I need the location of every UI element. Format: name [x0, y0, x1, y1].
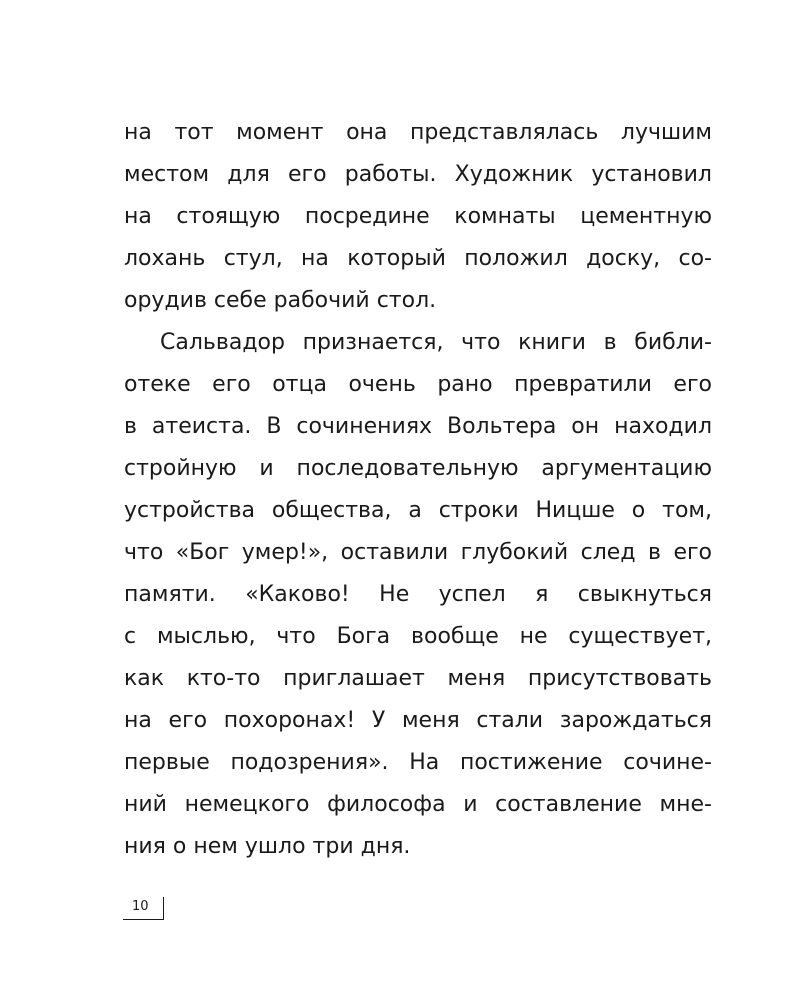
text-line: с мыслью, что Бога вообще не существует,	[124, 624, 712, 649]
text-line: что «Бог умер!», оставили глубокий след в его	[124, 540, 712, 565]
text-line: в атеиста. В сочинениях Вольтера он находил	[124, 414, 712, 439]
text-line: ний немецкого философа и составление мне-	[124, 792, 712, 817]
text-line: местом для его работы. Художник установил	[124, 162, 712, 187]
text-line: на стоящую посредине комнаты цементную	[124, 204, 712, 229]
text-line: стройную и последовательную аргументацию	[124, 456, 712, 481]
text-line: на его похоронах! У меня стали зарождаться	[124, 708, 712, 733]
text-line: ния о нем ушло три дня.	[124, 834, 411, 859]
text-line: первые подозрения». На постижение сочине-	[124, 750, 712, 775]
text-line: орудив себе рабочий стол.	[124, 288, 437, 313]
text-line: Сальвадор признается, что книги в библи-	[160, 330, 712, 355]
text-line: памяти. «Каково! Не успел я свыкнуться	[124, 582, 712, 607]
text-line: отеке его отца очень рано превратили его	[124, 372, 712, 397]
text-line: устройства общества, а строки Ницше о том,	[124, 498, 712, 523]
page-number: 10	[132, 899, 149, 914]
text-line: лохань стул, на который положил доску, со-	[124, 246, 712, 271]
text-line: как кто-то приглашает меня присутствовать	[124, 666, 712, 691]
text-line: на тот момент она представлялась лучшим	[124, 120, 712, 145]
body-text	[124, 112, 712, 868]
